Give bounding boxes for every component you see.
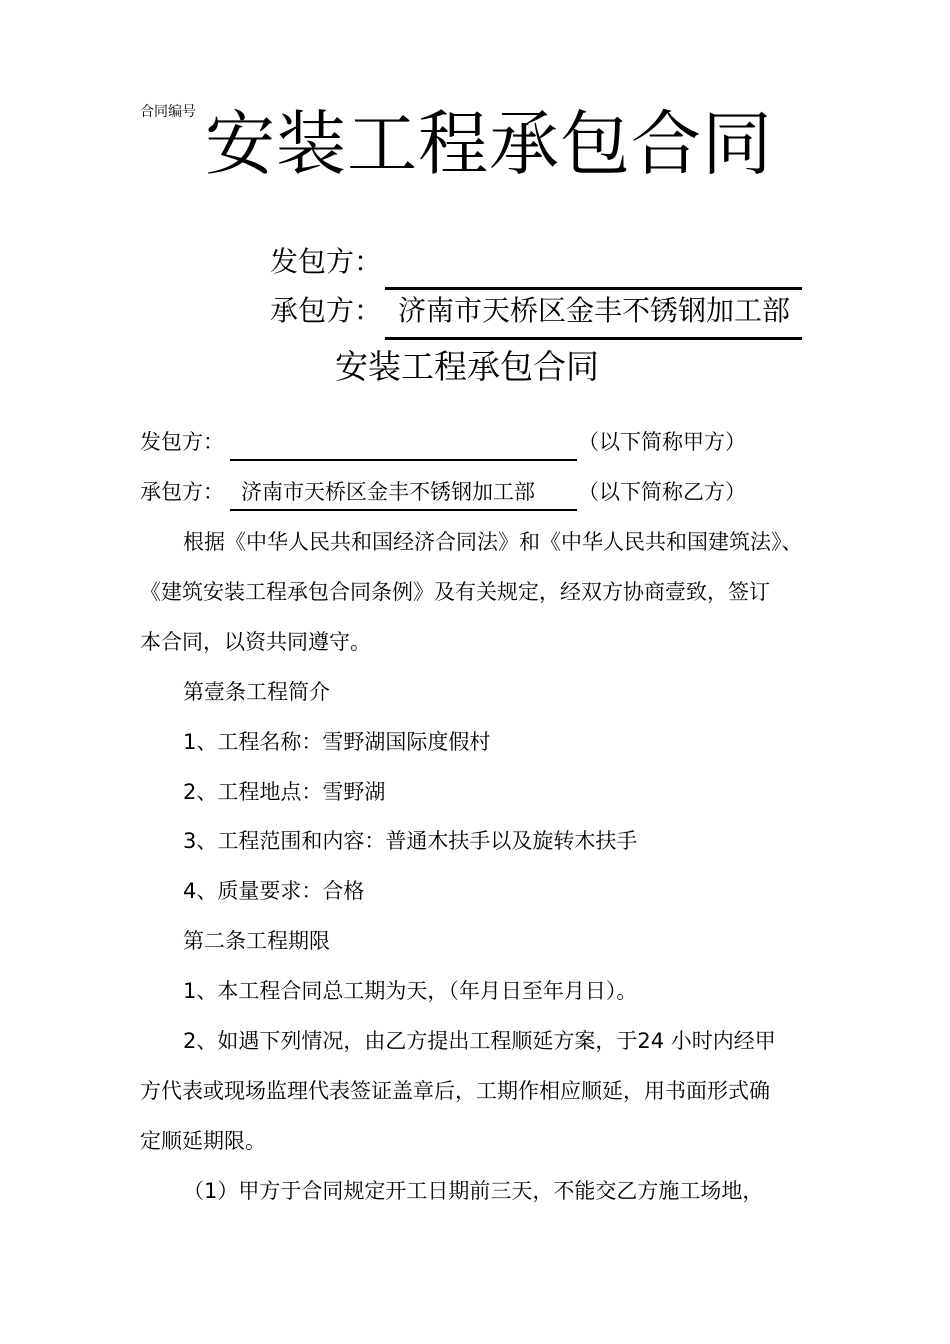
- cover-party-b-value: 济南市天桥区金丰不锈钢加工部: [398, 294, 791, 327]
- party-b-value: 济南市天桥区金丰不锈钢加工部: [241, 480, 535, 504]
- article-2-item: 2、如遇下列情况，由乙方提出工程顺延方案，于24 小时内经甲: [183, 1029, 776, 1053]
- intro-paragraph-line: 本合同，以资共同遵守。: [140, 630, 371, 654]
- cover-underline: [385, 337, 802, 340]
- article-2-item-continued: 方代表或现场监理代表签证盖章后，工期作相应顺延，用书面形式确: [140, 1079, 770, 1103]
- article-1-item: 3、工程范围和内容：普通木扶手以及旋转木扶手: [183, 829, 638, 853]
- contract-number-label: 合同编号: [140, 104, 196, 120]
- cover-party-b-label: 承包方：: [270, 294, 383, 327]
- party-b-suffix: （以下简称乙方）: [578, 480, 746, 504]
- party-a-label: 发包方：: [140, 430, 224, 454]
- article-1-item: 1、工程名称：雪野湖国际度假村: [183, 730, 491, 754]
- article-2-item-continued: 定顺延期限。: [140, 1129, 266, 1153]
- article-1-heading: 第壹条工程简介: [183, 680, 330, 704]
- contract-subtitle: 安装工程承包合同: [335, 347, 599, 386]
- party-b-underline: [230, 509, 577, 511]
- party-b-label: 承包方：: [140, 480, 224, 504]
- article-1-item: 2、工程地点：雪野湖: [183, 780, 386, 804]
- cover-party-a-label: 发包方：: [270, 245, 383, 278]
- intro-paragraph-line: 《建筑安装工程承包合同条例》及有关规定，经双方协商壹致，签订: [140, 580, 770, 604]
- party-a-blank-line: [230, 459, 577, 461]
- article-2-sub-item: （1）甲方于合同规定开工日期前三天，不能交乙方施工场地，: [183, 1179, 764, 1203]
- article-1-item: 4、质量要求：合格: [183, 879, 365, 903]
- page-title: 安装工程承包合同: [205, 103, 773, 185]
- party-a-suffix: （以下简称甲方）: [578, 430, 746, 454]
- intro-paragraph-line: 根据《中华人民共和国经济合同法》和《中华人民共和国建筑法》、: [183, 530, 803, 554]
- article-2-item: 1、本工程合同总工期为天，（年月日至年月日）。: [183, 979, 638, 1003]
- article-2-heading: 第二条工程期限: [183, 929, 330, 953]
